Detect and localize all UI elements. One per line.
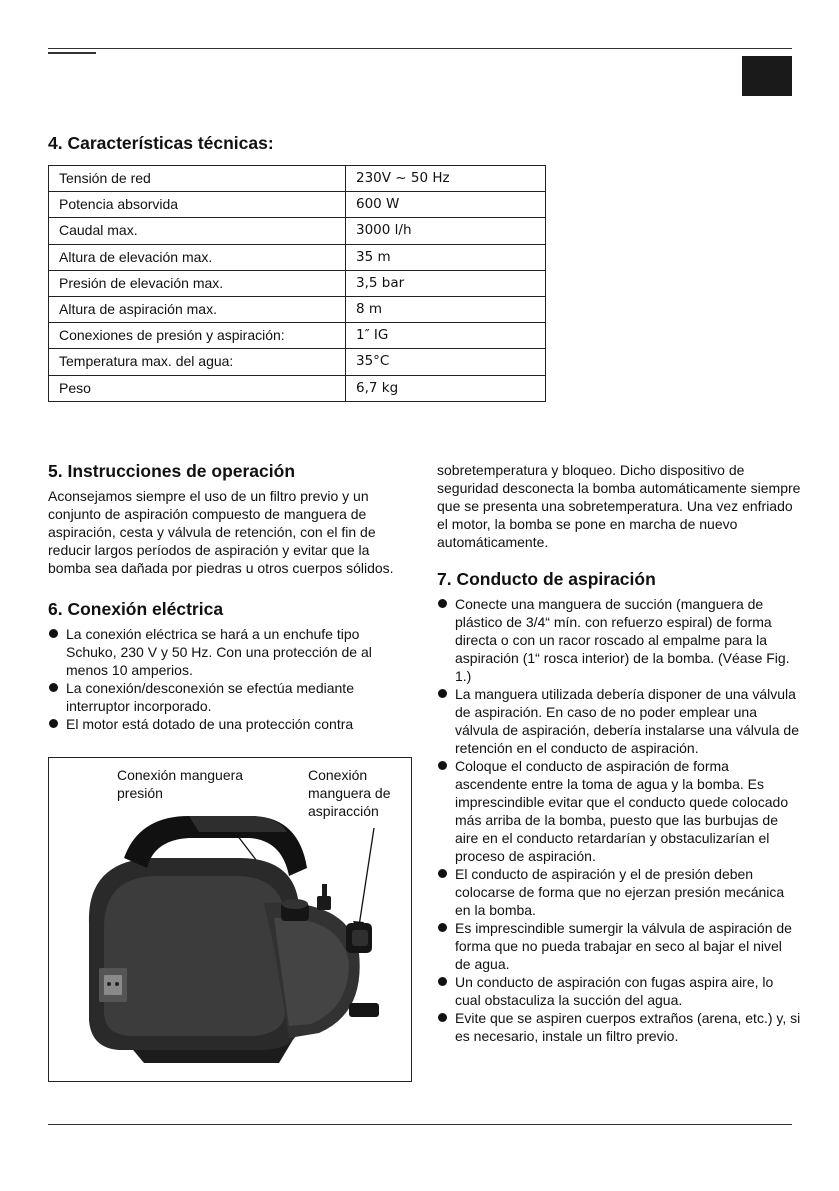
spec-label: Potencia absorvida	[49, 192, 346, 218]
table-row	[49, 166, 546, 192]
section-6-list	[48, 625, 413, 733]
list-item: La manguera utilizada debería disponer de una válvula de aspiración. En caso de no poder emplear una válvula de aspiración, debería instalarse una válvula de retención en el conducto de aspiración.	[437, 685, 801, 757]
list-item: Conecte una manguera de succión (manguera de plástico de 3/4“ mín. con refuerzo espiral) de forma directa o con un racor roscado al empalme para la aspiración (1“ rosca interior) de la bomba. (Véase Fig. 1.)	[437, 595, 801, 685]
spec-label: Tensión de red	[49, 166, 346, 192]
suction-pointer	[359, 828, 374, 926]
left-column	[48, 461, 413, 733]
caption-suction-connection: Conexión manguera de aspiracción	[308, 767, 391, 819]
table-row	[49, 218, 546, 244]
list-item: El conducto de aspiración y el de presión deben colocarse de forma que no ejerzan presión mecánica en la bomba.	[437, 865, 801, 919]
header-rule	[48, 48, 792, 49]
header-mark	[48, 52, 96, 54]
spec-label: Peso	[49, 375, 346, 401]
language-tab-box	[742, 56, 792, 96]
list-item: El motor está dotado de una protección contra	[48, 715, 413, 733]
spec-value: 35 m	[346, 244, 546, 270]
spec-label: Conexiones de presión y aspiración:	[49, 323, 346, 349]
list-item: La conexión/desconexión se efectúa mediante interruptor incorporado.	[48, 679, 413, 715]
pump-figure	[48, 757, 412, 1082]
spec-value: 6,7 kg	[346, 375, 546, 401]
spec-label: Altura de elevación max.	[49, 244, 346, 270]
section-5-title: 5. Instrucciones de operación	[48, 461, 296, 481]
footer-rule	[48, 1124, 792, 1125]
pump-body	[89, 816, 379, 1063]
section-7-list	[437, 595, 801, 1045]
spec-value: 3000 l/h	[346, 218, 546, 244]
caption-pressure-connection: Conexión manguera presión	[117, 767, 244, 801]
spec-value: 600 W	[346, 192, 546, 218]
section-4-title: 4. Características técnicas:	[48, 133, 274, 153]
pump-illustration	[49, 758, 412, 1082]
section-7-title: 7. Conducto de aspiración	[437, 569, 656, 589]
spec-value: 1″ IG	[346, 323, 546, 349]
section-5-text: Aconsejamos siempre el uso de un filtro previo y un conjunto de aspiración compuesto de manguera de aspiración, cesta y válvula de retención, con el fin de reducir largos períodos de aspiración y evitar que la bomba sea dañada por piedras u otros cuerpos sólidos.	[48, 488, 394, 576]
spec-value: 3,5 bar	[346, 270, 546, 296]
table-row	[49, 244, 546, 270]
table-row	[49, 192, 546, 218]
spec-label: Temperatura max. del agua:	[49, 349, 346, 375]
list-item: La conexión eléctrica se hará a un enchufe tipo Schuko, 230 V y 50 Hz. Con una protección de al menos 10 amperios.	[48, 625, 413, 679]
spec-value: 230V ~ 50 Hz	[346, 166, 546, 192]
specs-table	[48, 165, 546, 402]
section-6-continuation: sobretemperatura y bloqueo. Dicho dispositivo de seguridad desconecta la bomba automáticamente siempre que se presenta una sobretemperatura. Una vez enfriado el motor, la bomba se pone en marcha de nuevo automáticamente.	[437, 462, 801, 550]
spec-label: Caudal max.	[49, 218, 346, 244]
spec-value: 35°C	[346, 349, 546, 375]
spec-label: Altura de aspiración max.	[49, 296, 346, 322]
list-item: Un conducto de aspiración con fugas aspira aire, lo cual obstaculiza la succión del agua.	[437, 973, 801, 1009]
table-row	[49, 323, 546, 349]
table-row	[49, 375, 546, 401]
spec-label: Presión de elevación max.	[49, 270, 346, 296]
list-item: Es imprescindible sumergir la válvula de aspiración de forma que no pueda trabajar en seco al bajar el nivel de agua.	[437, 919, 801, 973]
table-row	[49, 270, 546, 296]
list-item: Coloque el conducto de aspiración de forma ascendente entre la toma de agua y la bomba. Es imprescindible evitar que el conducto quede colocado más arriba de la bomba, puesto que las burbujas de aire en el conducto retardarían y obstaculizarían el proceso de aspiración.	[437, 757, 801, 865]
section-6-title: 6. Conexión eléctrica	[48, 599, 224, 619]
table-row	[49, 296, 546, 322]
right-column	[437, 461, 801, 1045]
spec-value: 8 m	[346, 296, 546, 322]
table-row	[49, 349, 546, 375]
list-item: Evite que se aspiren cuerpos extraños (arena, etc.) y, si es necesario, instale un filtro previo.	[437, 1009, 801, 1045]
